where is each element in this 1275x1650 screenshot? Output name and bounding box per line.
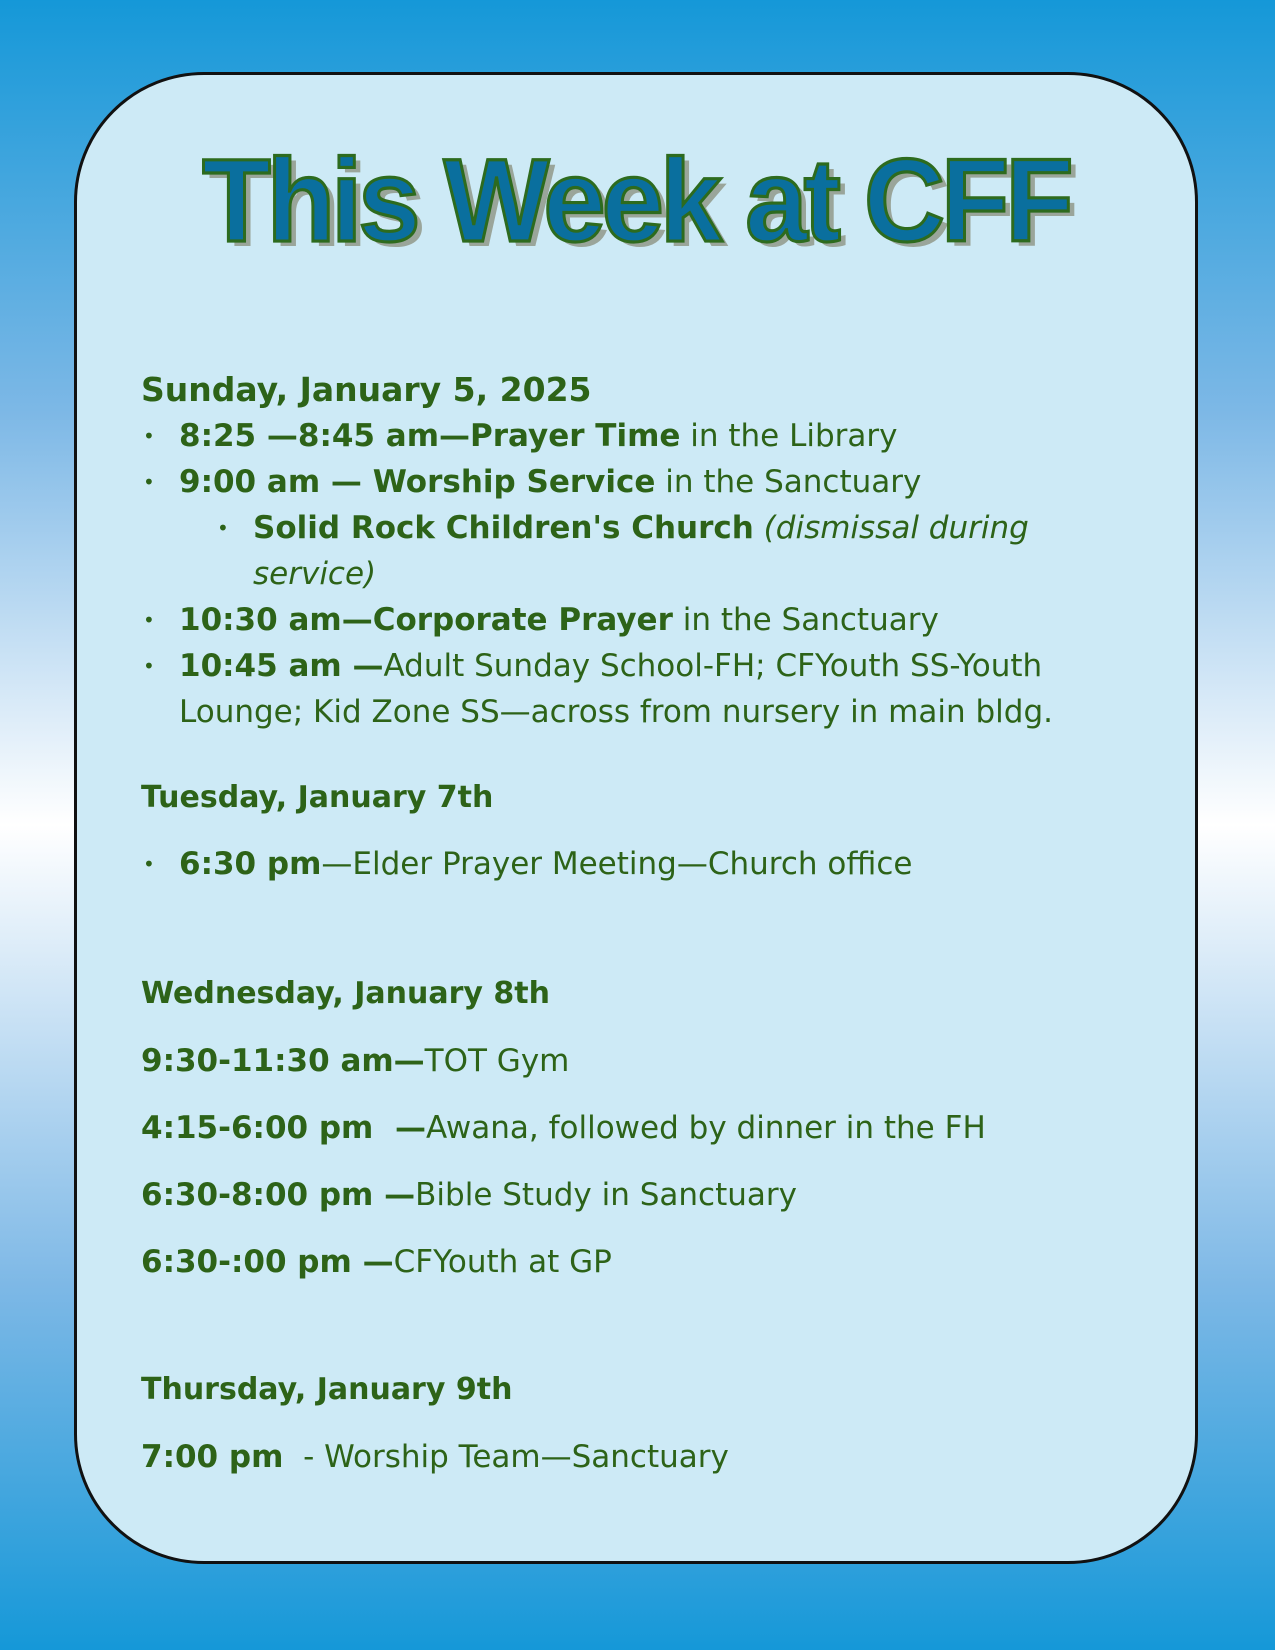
day-heading-thursday: Thursday, January 9th	[141, 1372, 513, 1407]
bullet-icon: •	[143, 654, 155, 678]
day-heading-sunday: Sunday, January 5, 2025	[141, 370, 592, 409]
bullet-icon: •	[217, 516, 229, 540]
event-detail: - Worship Team—Sanctuary	[283, 1439, 729, 1475]
schedule-line	[141, 1239, 1151, 1285]
day-heading-wednesday: Wednesday, January 8th	[141, 976, 550, 1011]
event-time: 6:30-8:00 pm —	[141, 1177, 416, 1213]
event-time: 9:30-11:30 am—	[141, 1043, 425, 1079]
tuesday-list	[141, 841, 1151, 887]
schedule-content	[141, 367, 1151, 1480]
event-time: 6:30-:00 pm —	[141, 1244, 394, 1280]
list-item	[141, 597, 1151, 643]
event-time: 9:00 am — Worship Service	[179, 464, 656, 500]
event-detail: Awana, followed by dinner in the FH	[425, 1110, 986, 1146]
schedule-line	[141, 1434, 1151, 1480]
day-heading-tuesday: Tuesday, January 7th	[141, 780, 494, 815]
schedule-line	[141, 1038, 1151, 1084]
event-detail: —Elder Prayer Meeting—Church office	[321, 846, 913, 882]
list-item	[141, 413, 1151, 459]
list-item	[141, 505, 1151, 597]
bullet-icon: •	[143, 470, 155, 494]
schedule-line	[141, 1172, 1151, 1218]
event-time: 8:25 —8:45 am—Prayer Time	[179, 418, 681, 454]
event-note: (dismissal during service)	[253, 510, 1029, 592]
event-detail: TOT Gym	[424, 1043, 570, 1079]
event-detail: Bible Study in Sanctuary	[415, 1177, 797, 1213]
bullet-icon: •	[143, 852, 155, 876]
schedule-line	[141, 1105, 1151, 1151]
event-detail: in the Sanctuary	[655, 464, 922, 500]
list-item	[141, 841, 1151, 887]
event-time: 7:00 pm	[141, 1439, 284, 1475]
page-title: This Week at CFF	[202, 134, 1070, 267]
sunday-list	[141, 413, 1151, 735]
event-time: 10:30 am—Corporate Prayer	[179, 602, 673, 638]
list-item	[141, 459, 1151, 505]
event-time: 10:45 am —	[179, 648, 384, 684]
bullet-icon: •	[143, 424, 155, 448]
event-time: 4:15-6:00 pm —	[141, 1110, 426, 1146]
event-detail: in the Sanctuary	[672, 602, 939, 638]
event-time: 6:30 pm	[179, 846, 322, 882]
event-detail: CFYouth at GP	[393, 1244, 612, 1280]
list-item	[141, 643, 1151, 735]
event-title: Solid Rock Children's Church	[253, 510, 754, 546]
event-detail: in the Library	[680, 418, 898, 454]
schedule-card	[74, 72, 1198, 1564]
event-detail: Adult Sunday School-FH; CFYouth SS-Youth Lounge; Kid Zone SS—across from nursery in main bldg.	[179, 648, 1053, 730]
bullet-icon: •	[143, 608, 155, 632]
